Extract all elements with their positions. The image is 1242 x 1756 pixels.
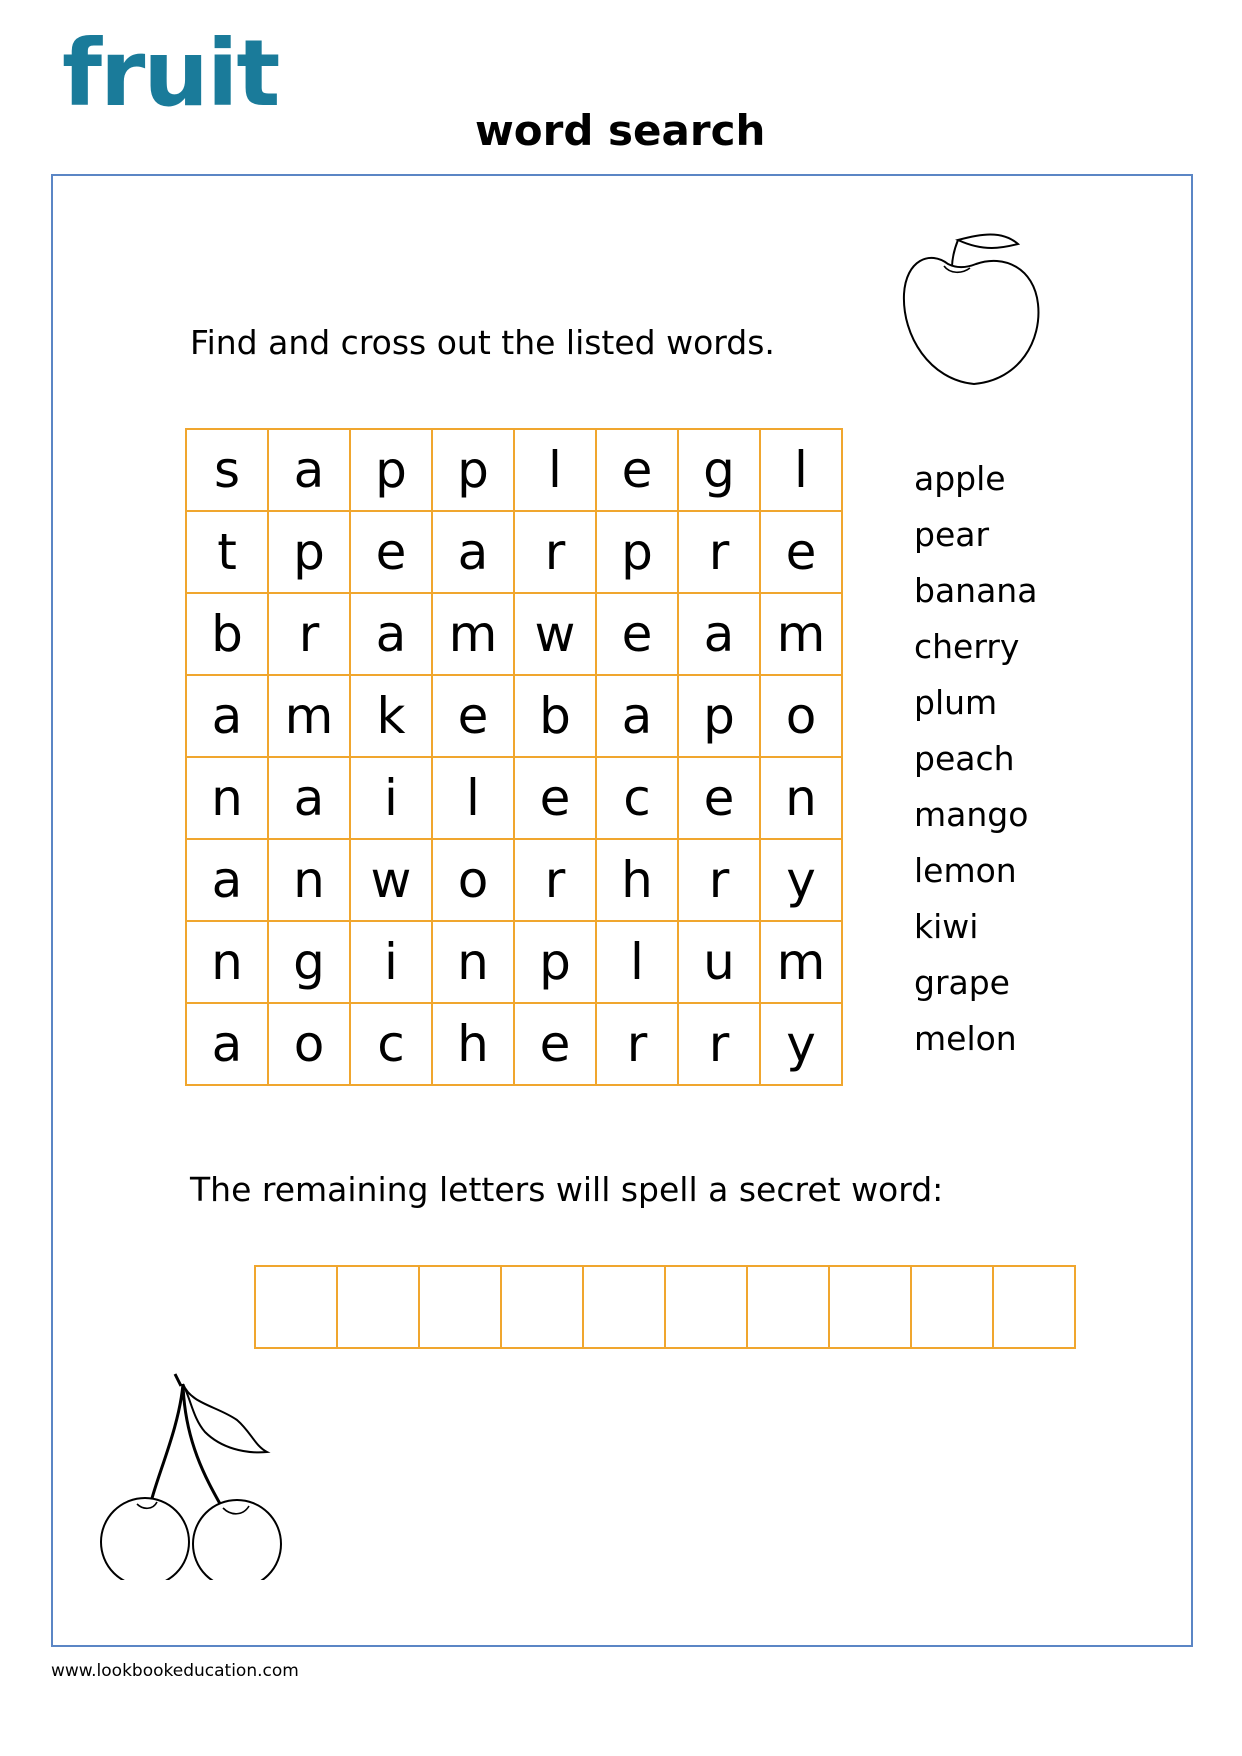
grid-cell[interactable]: r: [268, 593, 350, 675]
grid-cell[interactable]: t: [186, 511, 268, 593]
grid-cell[interactable]: o: [760, 675, 842, 757]
grid-cell[interactable]: m: [432, 593, 514, 675]
grid-cell[interactable]: a: [186, 675, 268, 757]
grid-cell[interactable]: r: [678, 1003, 760, 1085]
grid-cell[interactable]: p: [432, 429, 514, 511]
page-title: fruit: [62, 20, 279, 127]
word-list: [914, 459, 1038, 1078]
grid-cell[interactable]: p: [350, 429, 432, 511]
grid-cell[interactable]: m: [760, 921, 842, 1003]
word-list-item: banana: [914, 571, 1038, 610]
answer-box[interactable]: [501, 1266, 583, 1348]
grid-cell[interactable]: l: [760, 429, 842, 511]
grid-cell[interactable]: l: [432, 757, 514, 839]
word-list-item: plum: [914, 683, 998, 722]
grid-cell[interactable]: g: [268, 921, 350, 1003]
answer-box[interactable]: [419, 1266, 501, 1348]
grid-cell[interactable]: w: [350, 839, 432, 921]
grid-cell[interactable]: s: [186, 429, 268, 511]
grid-cell[interactable]: a: [268, 429, 350, 511]
answer-box[interactable]: [993, 1266, 1075, 1348]
grid-cell[interactable]: p: [678, 675, 760, 757]
word-search-grid: [185, 428, 843, 1086]
grid-cell[interactable]: i: [350, 921, 432, 1003]
grid-cell[interactable]: l: [514, 429, 596, 511]
grid-cell[interactable]: h: [596, 839, 678, 921]
grid-cell[interactable]: g: [678, 429, 760, 511]
grid-cell[interactable]: c: [350, 1003, 432, 1085]
grid-cell[interactable]: a: [432, 511, 514, 593]
answer-box[interactable]: [747, 1266, 829, 1348]
grid-cell[interactable]: e: [678, 757, 760, 839]
answer-box[interactable]: [665, 1266, 747, 1348]
grid-cell[interactable]: n: [432, 921, 514, 1003]
grid-cell[interactable]: r: [514, 839, 596, 921]
footer-website: www.lookbookeducation.com: [51, 1661, 299, 1681]
instruction-top: Find and cross out the listed words.: [190, 323, 775, 362]
grid-cell[interactable]: b: [186, 593, 268, 675]
grid-cell[interactable]: n: [268, 839, 350, 921]
grid-cell[interactable]: n: [186, 757, 268, 839]
grid-cell[interactable]: y: [760, 839, 842, 921]
grid-cell[interactable]: y: [760, 1003, 842, 1085]
grid-cell[interactable]: a: [186, 1003, 268, 1085]
word-list-item: peach: [914, 739, 1015, 778]
word-list-item: pear: [914, 515, 990, 554]
word-list-item: mango: [914, 795, 1029, 834]
grid-cell[interactable]: r: [514, 511, 596, 593]
word-list-item: kiwi: [914, 907, 979, 946]
grid-cell[interactable]: p: [268, 511, 350, 593]
grid-cell[interactable]: p: [596, 511, 678, 593]
grid-cell[interactable]: l: [596, 921, 678, 1003]
grid-cell[interactable]: a: [678, 593, 760, 675]
grid-cell[interactable]: n: [760, 757, 842, 839]
grid-cell[interactable]: e: [760, 511, 842, 593]
grid-cell[interactable]: k: [350, 675, 432, 757]
grid-cell[interactable]: o: [432, 839, 514, 921]
grid-cell[interactable]: u: [678, 921, 760, 1003]
answer-box[interactable]: [911, 1266, 993, 1348]
instruction-bottom: The remaining letters will spell a secret word:: [190, 1170, 944, 1209]
grid-cell[interactable]: b: [514, 675, 596, 757]
grid-cell[interactable]: e: [514, 757, 596, 839]
grid-cell[interactable]: i: [350, 757, 432, 839]
grid-cell[interactable]: e: [350, 511, 432, 593]
word-list-item: grape: [914, 963, 1010, 1002]
grid-cell[interactable]: o: [268, 1003, 350, 1085]
secret-word-boxes: [254, 1265, 1076, 1349]
grid-cell[interactable]: a: [186, 839, 268, 921]
cherry-icon: [95, 1370, 295, 1580]
grid-cell[interactable]: n: [186, 921, 268, 1003]
grid-cell[interactable]: m: [760, 593, 842, 675]
grid-cell[interactable]: e: [432, 675, 514, 757]
word-list-item: apple: [914, 459, 1006, 498]
grid-cell[interactable]: e: [596, 429, 678, 511]
answer-box[interactable]: [337, 1266, 419, 1348]
grid-cell[interactable]: m: [268, 675, 350, 757]
grid-cell[interactable]: r: [678, 511, 760, 593]
grid-cell[interactable]: e: [514, 1003, 596, 1085]
grid-cell[interactable]: e: [596, 593, 678, 675]
grid-cell[interactable]: c: [596, 757, 678, 839]
grid-cell[interactable]: r: [678, 839, 760, 921]
word-list-item: cherry: [914, 627, 1020, 666]
page-subtitle: word search: [475, 106, 766, 155]
apple-icon: [900, 220, 1046, 392]
grid-cell[interactable]: w: [514, 593, 596, 675]
word-list-item: melon: [914, 1019, 1017, 1058]
grid-cell[interactable]: a: [268, 757, 350, 839]
grid-cell[interactable]: p: [514, 921, 596, 1003]
word-list-item: lemon: [914, 851, 1017, 890]
grid-cell[interactable]: a: [350, 593, 432, 675]
grid-cell[interactable]: r: [596, 1003, 678, 1085]
answer-box[interactable]: [829, 1266, 911, 1348]
answer-box[interactable]: [255, 1266, 337, 1348]
answer-box[interactable]: [583, 1266, 665, 1348]
grid-cell[interactable]: a: [596, 675, 678, 757]
grid-cell[interactable]: h: [432, 1003, 514, 1085]
